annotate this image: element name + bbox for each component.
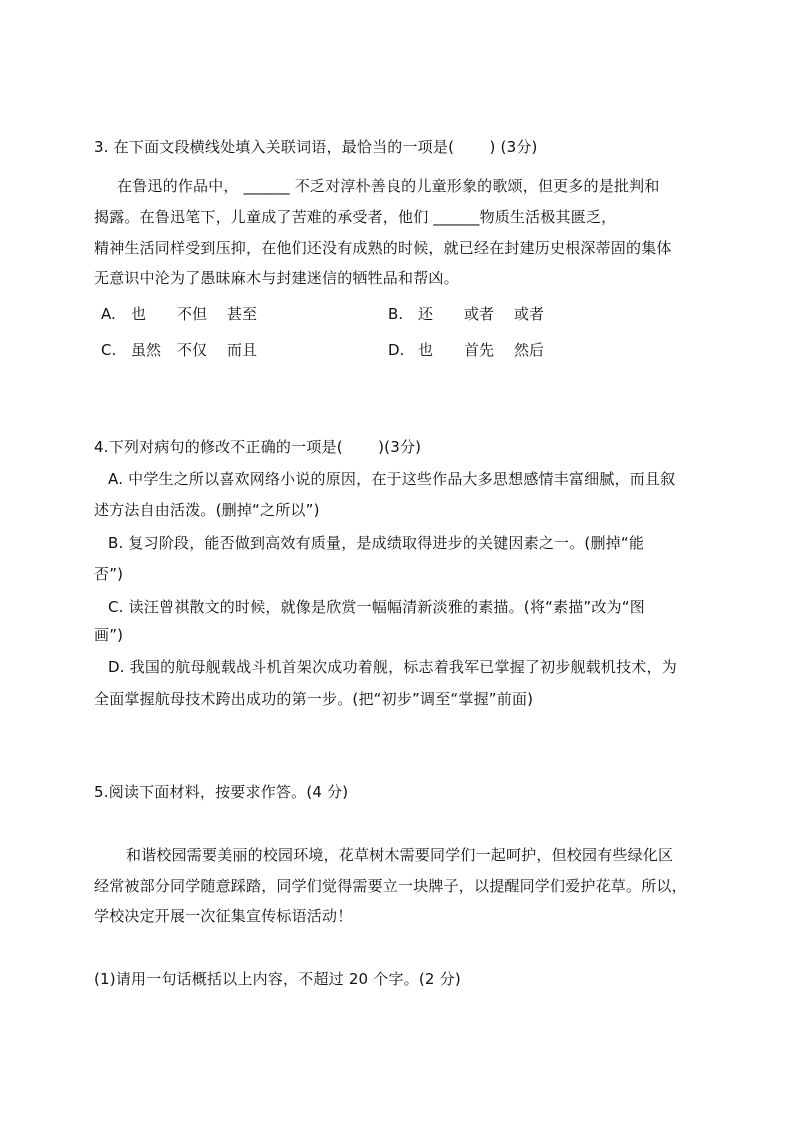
q3-stem: 3. 在下面文段横线处填入关联词语，最恰当的一项是( ) (3分): [94, 138, 538, 156]
q5-material-line-1: 和谐校园需要美丽的校园环境，花草树木需要同学们一起呵护，但校园有些绿化区: [126, 846, 674, 864]
option-letter: D.: [388, 341, 405, 359]
q5-material-line-2: 经常被部分同学随意踩踏，同学们觉得需要立一块牌子，以提醒同学们爱护花草。所以，: [94, 877, 687, 895]
q3-option-b: [388, 304, 544, 324]
option-word: 然后: [514, 341, 545, 359]
q3-passage-line-3: 精神生活同样受到压抑，在他们还没有成熟的时候，就已经在封建历史根深蒂固的集体: [94, 239, 672, 257]
q5-material-line-3: 学校决定开展一次征集宣传标语活动！: [94, 907, 353, 925]
option-word: 首先: [464, 341, 495, 359]
q5-stem: 5.阅读下面材料，按要求作答。(4 分): [94, 783, 349, 801]
option-word: 或者: [514, 305, 545, 323]
q4-option-a-line-2: 述方法自由活泼。(删掉“之所以”): [94, 501, 320, 519]
option-letter: A.: [101, 305, 116, 323]
q4-stem: 4.下列对病句的修改不正确的一项是( )(3分): [94, 438, 422, 456]
q4-option-d-line-1: D. 我国的航母舰载战斗机首架次成功着舰，标志着我军已掌握了初步舰载机技术，为: [108, 658, 677, 676]
q3-passage-line-2: 揭露。在鲁迅笔下，儿童成了苦难的承受者，他们 ______物质生活极其匮乏，: [94, 208, 617, 226]
option-word: 还: [418, 305, 434, 323]
q4-option-d-line-2: 全面掌握航母技术跨出成功的第一步。(把“初步”调至“掌握”前面): [94, 690, 534, 708]
option-word: 不仅: [177, 341, 208, 359]
q3-option-d: [388, 340, 544, 360]
option-letter: C.: [101, 341, 117, 359]
q3-option-a: [101, 304, 257, 324]
option-word: 甚至: [227, 305, 258, 323]
q4-option-c-line-2: 画”): [94, 626, 124, 644]
option-word: 而且: [227, 341, 258, 359]
option-letter: B.: [388, 305, 404, 323]
q3-passage-line-4: 无意识中沦为了愚昧麻木与封建迷信的牺牲品和帮凶。: [94, 269, 459, 287]
q3-option-c: [101, 340, 257, 360]
q4-option-b-line-2: 否”): [94, 565, 124, 583]
option-word: 也: [418, 341, 434, 359]
q3-passage-line-1: 在鲁迅的作品中， ______ 不乏对淳朴善良的儿童形象的歌颂，但更多的是批判和: [117, 177, 660, 195]
q4-option-c-line-1: C. 读汪曾祺散文的时候，就像是欣赏一幅幅清新淡雅的素描。(将“素描”改为“图: [108, 598, 645, 616]
q5-subquestion-1: (1)请用一句话概括以上内容，不超过 20 个字。(2 分): [94, 970, 461, 988]
q4-option-a-line-1: A. 中学生之所以喜欢网络小说的原因，在于这些作品大多思想感情丰富细腻，而且叙: [108, 470, 676, 488]
option-word: 或者: [464, 305, 495, 323]
option-word: 不但: [177, 305, 208, 323]
option-word: 也: [131, 305, 147, 323]
q4-option-b-line-1: B. 复习阶段，能否做到高效有质量，是成绩取得进步的关键因素之一。(删掉“能: [108, 534, 645, 552]
option-word: 虽然: [131, 341, 162, 359]
